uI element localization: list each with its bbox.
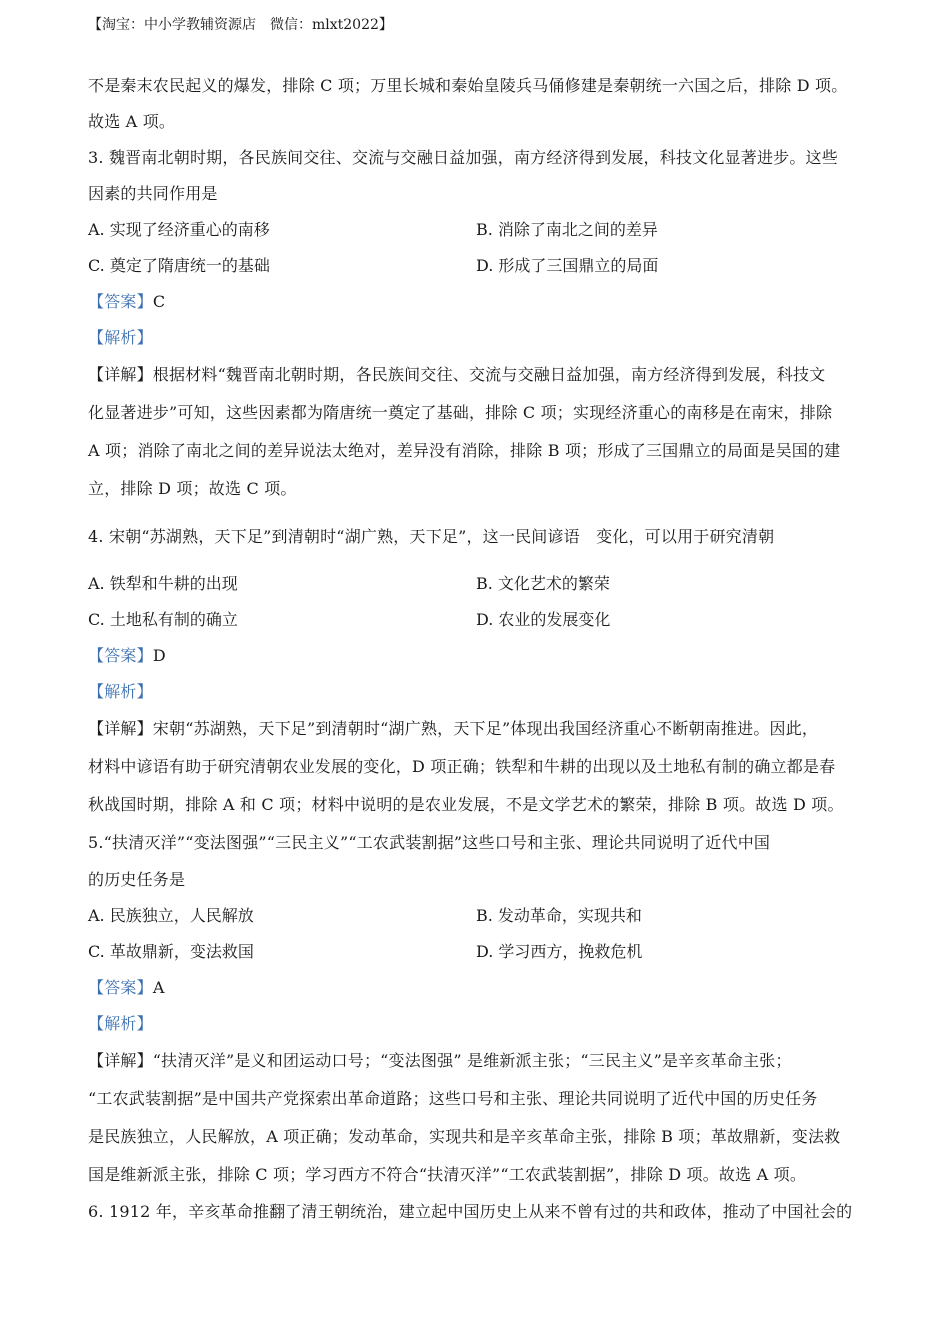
q3-option-a: A. 实现了经济重心的南移 [88,220,270,239]
q5-analysis [88,1006,868,1042]
q4-detail-line-1: 【详解】宋朝“苏湖熟，天下足”到清朝时“湖广熟，天下足”体现出我国经济重心不断朝南推进。因此， [88,719,819,738]
q5-detail-line-4: 国是维新派主张，排除 C 项；学习西方不符合“扶清灭洋”“工农武装割据”，排除 D 项。故选 A 项。 [88,1165,807,1184]
q2-tail-line-1: 不是秦末农民起义的爆发，排除 C 项；万里长城和秦始皇陵兵马俑修建是秦朝统一六国之后，排除 D 项。 [88,76,848,95]
q3-option-b: B. 消除了南北之间的差异 [476,220,658,239]
q4-options-row-2 [88,602,868,638]
analysis-tag: 【解析】 [88,682,153,701]
q5-option-c: C. 革故鼎新，变法救国 [88,942,254,961]
answer-tag: 【答案】 [88,646,153,665]
q5-answer-value: A [152,978,165,997]
q4-options-row-1 [88,566,868,602]
q3-detail-line-1: 【详解】根据材料“魏晋南北朝时期，各民族间交往、交流与交融日益加强，南方经济得到发展，科技文 [88,365,826,384]
q3-options-row-2 [88,248,868,284]
q4-option-c: C. 土地私有制的确立 [88,610,238,629]
q3-detail-line-4: 立，排除 D 项；故选 C 项。 [88,479,297,498]
q4-stem-line-1: 4. 宋朝“苏湖熟，天下足”到清朝时“湖广熟，天下足”，这一民间谚语 变化，可以用于研究清朝 [88,527,775,546]
q5-option-a: A. 民族独立，人民解放 [88,906,254,925]
q3-detail-line-2: 化显著进步”可知，这些因素都为隋唐统一奠定了基础，排除 C 项；实现经济重心的南移是在南宋，排除 [88,403,833,422]
q5-stem-line-2: 的历史任务是 [88,870,186,889]
q4-answer-value: D [152,646,166,665]
analysis-tag: 【解析】 [88,328,153,347]
page-header: 【淘宝：中小学教辅资源店 微信：mlxt2022】 [88,17,393,33]
question-4 [88,518,868,824]
q4-answer [88,638,868,674]
q5-options-row-1 [88,898,868,934]
q4-analysis [88,674,868,710]
q6-stem-line-1: 6. 1912 年，辛亥革命推翻了清王朝统治，建立起中国历史上从来不曾有过的共和政体，推动了中国社会的 [88,1202,853,1221]
q4-option-b: B. 文化艺术的繁荣 [476,574,610,593]
q5-detail-line-1: 【详解】“扶清灭洋”是义和团运动口号；“变法图强” 是维新派主张；“三民主义”是辛亥革命主张； [88,1051,792,1070]
q4-option-d: D. 农业的发展变化 [476,610,611,629]
question-6 [88,1194,868,1230]
q5-options-row-2 [88,934,868,970]
q4-option-a: A. 铁犁和牛耕的出现 [88,574,238,593]
q3-options-row-1 [88,212,868,248]
q3-answer [88,284,868,320]
answer-tag: 【答案】 [88,292,153,311]
q5-option-d: D. 学习西方，挽救危机 [476,942,643,961]
q2-tail-line-2: 故选 A 项。 [88,112,176,131]
analysis-tag: 【解析】 [88,1014,153,1033]
q5-detail-line-3: 是民族独立，人民解放，A 项正确；发动革命，实现共和是辛亥革命主张，排除 B 项；革故鼎新，变法救 [88,1127,841,1146]
q5-stem-line-1: 5.“扶清灭洋”“变法图强”“三民主义”“工农武装割据”这些口号和主张、理论共同说明了近代中国 [88,833,771,852]
q5-answer [88,970,868,1006]
answer-tag: 【答案】 [88,978,153,997]
q3-option-d: D. 形成了三国鼎立的局面 [476,256,659,275]
q5-detail-line-2: “工农武装割据”是中国共产党探索出革命道路；这些口号和主张、理论共同说明了近代中国的历史任务 [88,1089,818,1108]
q3-stem-line-1: 3. 魏晋南北朝时期，各民族间交往、交流与交融日益加强，南方经济得到发展，科技文化显著进步。这些 [88,148,838,167]
question-5 [88,824,868,1194]
q5-option-b: B. 发动革命，实现共和 [476,906,642,925]
page-content [88,68,868,1230]
q4-detail-line-2: 材料中谚语有助于研究清朝农业发展的变化，D 项正确；铁犁和牛耕的出现以及土地私有制的确立都是春 [88,757,836,776]
q3-analysis [88,320,868,356]
q3-stem-line-2: 因素的共同作用是 [88,184,218,203]
q3-option-c: C. 奠定了隋唐统一的基础 [88,256,270,275]
q4-detail-line-3: 秋战国时期，排除 A 和 C 项；材料中说明的是农业发展，不是文学艺术的繁荣，排除 B 项。故选 D 项。 [88,795,844,814]
q3-detail-line-3: A 项；消除了南北之间的差异说法太绝对，差异没有消除，排除 B 项；形成了三国鼎立的局面是吴国的建 [88,441,841,460]
q3-answer-value: C [152,292,166,311]
question-3 [88,140,868,508]
